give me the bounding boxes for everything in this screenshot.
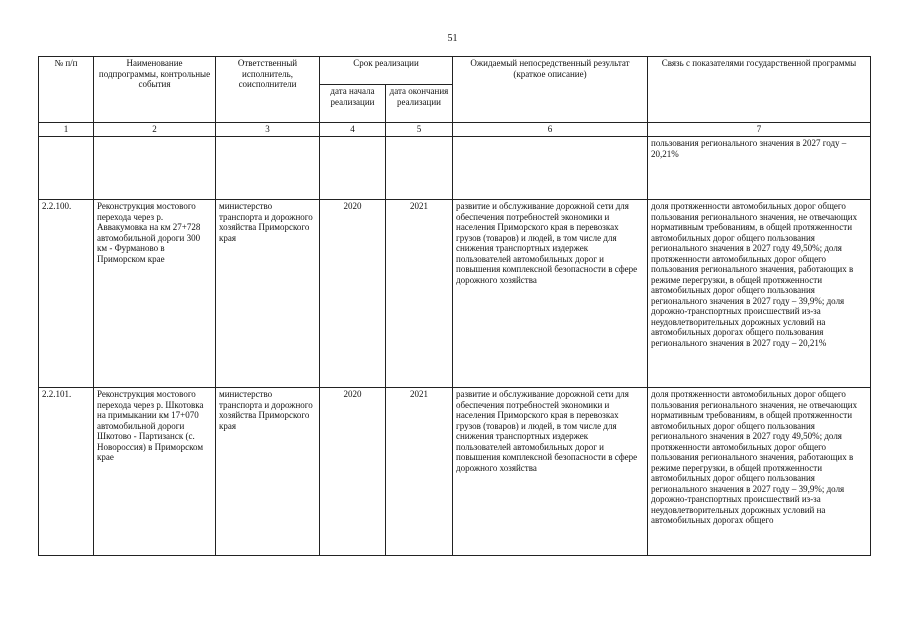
- header-name: Наименование подпрограммы, контрольные события: [94, 57, 216, 123]
- column-numbers-row: [39, 123, 871, 137]
- table-row-continuation: [39, 137, 871, 200]
- expected-result: развитие и обслуживание дорожной сети для обеспечения потребностей экономики и населения Приморского края в перевозках грузов (товаров) и людей, в том числе для снижения транспортных издержек пользователей автомобильных дорог и повышения комплексной безопасности в сфере дорожного хозяйства: [453, 388, 648, 556]
- header-end: дата окончания реализации: [386, 85, 453, 123]
- event-name: Реконструкция мостового перехода через р. Аввакумовка на км 27+728 автомобильной дороги 300 км - Фурманово в Приморском крае: [94, 200, 216, 388]
- header-num: № п/п: [39, 57, 94, 123]
- table-row: [39, 200, 871, 388]
- end-year: 2021: [386, 200, 453, 388]
- column-number: 6: [453, 123, 648, 137]
- link-cell: доля протяженности автомобильных дорог общего пользования регионального значения, не отвечающих нормативным требованиям, в общей протяженности автомобильных дорог общего пользования регионального значения в 2027 году 49,50%; доля протяженности автомобильных дорог общего пользования регионального значения, работающих в режиме перегрузки, в общей протяженности автомобильных дорог общего пользования регионального значения в 2027 году – 39,9%; доля дорожно-транспортных происшествий из-за неудовлетворительных дорожных условий на автомобильных дорогах общего пользования регионального значения в 2027 году – 20,21%: [648, 200, 871, 388]
- column-number: 3: [216, 123, 320, 137]
- table-row: [39, 388, 871, 556]
- start-year: 2020: [320, 388, 386, 556]
- event-name: Реконструкция мостового перехода через р. Шкотовка на примыкании км 17+070 автомобильной дороги Шкотово - Партизанск (с. Новороссия) в Приморском крае: [94, 388, 216, 556]
- executor: министерство транспорта и дорожного хозяйства Приморского края: [216, 388, 320, 556]
- header-period: Срок реализации: [320, 57, 453, 85]
- program-table: [38, 56, 871, 556]
- column-number: 1: [39, 123, 94, 137]
- header-executor: Ответственный исполнитель, соисполнители: [216, 57, 320, 123]
- header-result: Ожидаемый непосредственный результат (краткое описание): [453, 57, 648, 123]
- start-year: 2020: [320, 200, 386, 388]
- header-link: Связь с показателями государственной программы: [648, 57, 871, 123]
- table-header: [39, 57, 871, 137]
- end-year: 2021: [386, 388, 453, 556]
- column-number: 2: [94, 123, 216, 137]
- column-number: 7: [648, 123, 871, 137]
- expected-result: развитие и обслуживание дорожной сети для обеспечения потребностей экономики и населения Приморского края в перевозках грузов (товаров) и людей, в том числе для снижения транспортных издержек пользователей автомобильных дорог и повышения комплексной безопасности в сфере дорожного хозяйства: [453, 200, 648, 388]
- page-number: 51: [447, 33, 458, 44]
- row-number: 2.2.101.: [39, 388, 94, 556]
- column-number: 5: [386, 123, 453, 137]
- link-cell: доля протяженности автомобильных дорог общего пользования регионального значения, не отвечающих нормативным требованиям, в общей протяженности автомобильных дорог общего пользования регионального значения в 2027 году 49,50%; доля протяженности автомобильных дорог общего пользования регионального значения, работающих в режиме перегрузки, в общей протяженности автомобильных дорог общего пользования регионального значения в 2027 году – 39,9%; доля дорожно-транспортных происшествий из-за неудовлетворительных дорожных условий на автомобильных дорогах общего: [648, 388, 871, 556]
- row-number: 2.2.100.: [39, 200, 94, 388]
- column-number: 4: [320, 123, 386, 137]
- header-start: дата начала реализации: [320, 85, 386, 123]
- executor: министерство транспорта и дорожного хозяйства Приморского края: [216, 200, 320, 388]
- link-cell: пользования регионального значения в 2027 году – 20,21%: [648, 137, 871, 200]
